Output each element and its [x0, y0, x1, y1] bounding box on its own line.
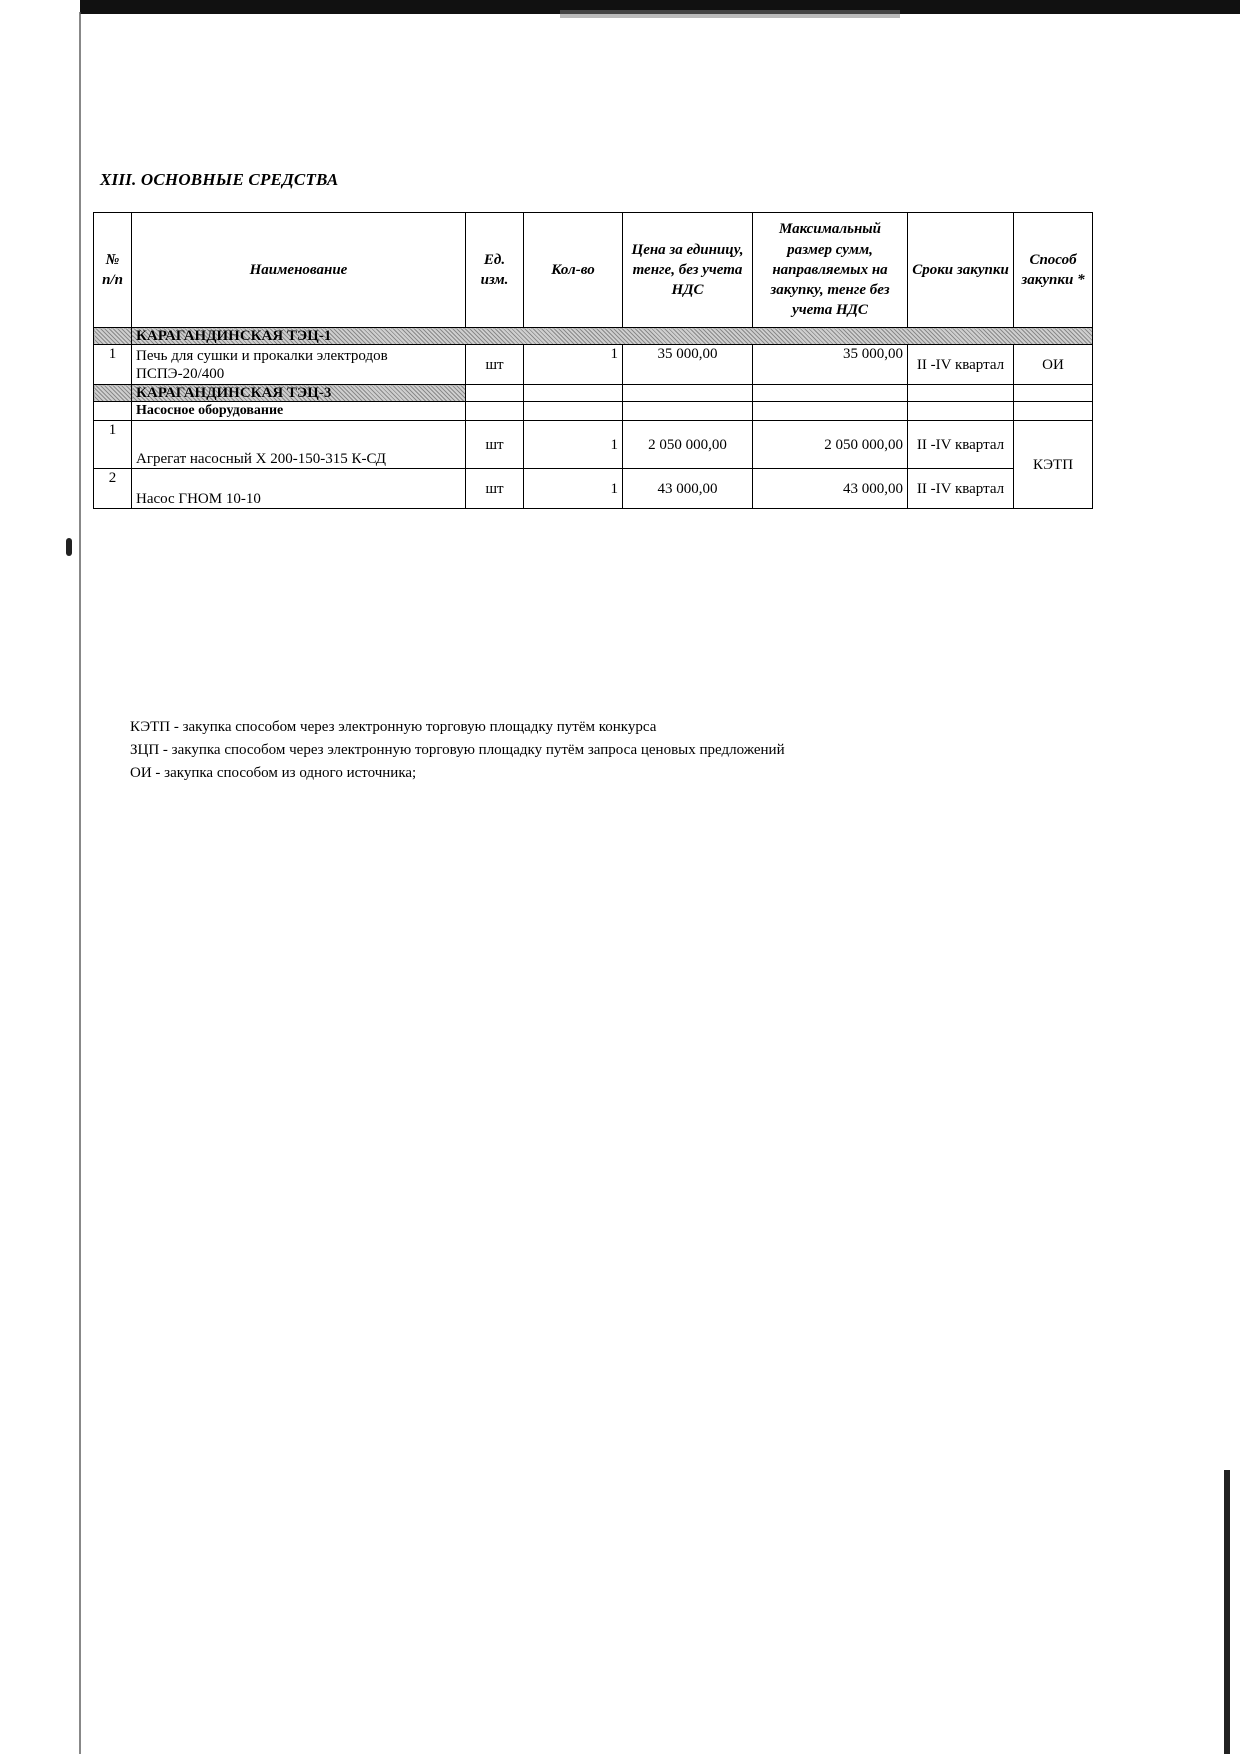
subgroup-title: Насосное оборудование	[132, 402, 466, 421]
group-row	[94, 385, 1093, 402]
legend-notes	[130, 716, 785, 785]
procurement-table	[93, 212, 1093, 509]
row-term: II -IV квартал	[908, 469, 1014, 509]
row-name: Агрегат насосный Х 200-150-315 К-СД	[132, 421, 466, 469]
row-name: Печь для сушки и прокалки электродов ПСПЭ-20/400	[132, 345, 466, 385]
row-price: 43 000,00	[623, 469, 753, 509]
row-sum: 43 000,00	[753, 469, 908, 509]
header-num: № п/п	[94, 213, 132, 328]
row-method: КЭТП	[1014, 421, 1093, 509]
table-row	[94, 469, 1093, 509]
table-row	[94, 345, 1093, 385]
group-title: КАРАГАНДИНСКАЯ ТЭЦ-3	[132, 385, 466, 402]
scan-border-right	[1224, 1470, 1230, 1754]
note-ketp: КЭТП - закупка способом через электронную торговую площадку путём конкурса	[130, 719, 657, 735]
row-sum: 35 000,00	[753, 345, 908, 385]
scan-border-left	[79, 12, 81, 1754]
group-row	[94, 328, 1093, 345]
header-max-sum: Максимальный размер сумм, направляемых на закупку, тенге без учета НДС	[753, 213, 908, 328]
header-name: Наименование	[132, 213, 466, 328]
row-qty: 1	[524, 421, 623, 469]
section-title: XIII. ОСНОВНЫЕ СРЕДСТВА	[100, 170, 339, 189]
row-qty: 1	[524, 469, 623, 509]
header-unit: Ед. изм.	[466, 213, 524, 328]
row-price: 2 050 000,00	[623, 421, 753, 469]
row-num: 2	[94, 469, 132, 509]
scan-mark	[66, 538, 72, 556]
header-term: Сроки закупки	[908, 213, 1014, 328]
header-row	[94, 213, 1093, 328]
row-unit: шт	[466, 421, 524, 469]
row-unit: шт	[466, 345, 524, 385]
row-term: II -IV квартал	[908, 421, 1014, 469]
row-unit: шт	[466, 469, 524, 509]
scan-border-fade	[560, 10, 900, 18]
header-qty: Кол-во	[524, 213, 623, 328]
table-row	[94, 421, 1093, 469]
group-title: КАРАГАНДИНСКАЯ ТЭЦ-1	[132, 328, 1093, 345]
row-num: 1	[94, 345, 132, 385]
row-name: Насос ГНОМ 10-10	[132, 469, 466, 509]
row-term: II -IV квартал	[908, 345, 1014, 385]
header-price: Цена за единицу, тенге, без учета НДС	[623, 213, 753, 328]
row-price: 35 000,00	[623, 345, 753, 385]
note-zcp: ЗЦП - закупка способом через электронную торговую площадку путём запроса ценовых предложений	[130, 742, 785, 758]
row-qty: 1	[524, 345, 623, 385]
row-num: 1	[94, 421, 132, 469]
subgroup-row	[94, 402, 1093, 421]
row-sum: 2 050 000,00	[753, 421, 908, 469]
row-method: ОИ	[1014, 345, 1093, 385]
header-method: Способ закупки *	[1014, 213, 1093, 328]
note-oi: ОИ - закупка способом из одного источника;	[130, 765, 417, 781]
